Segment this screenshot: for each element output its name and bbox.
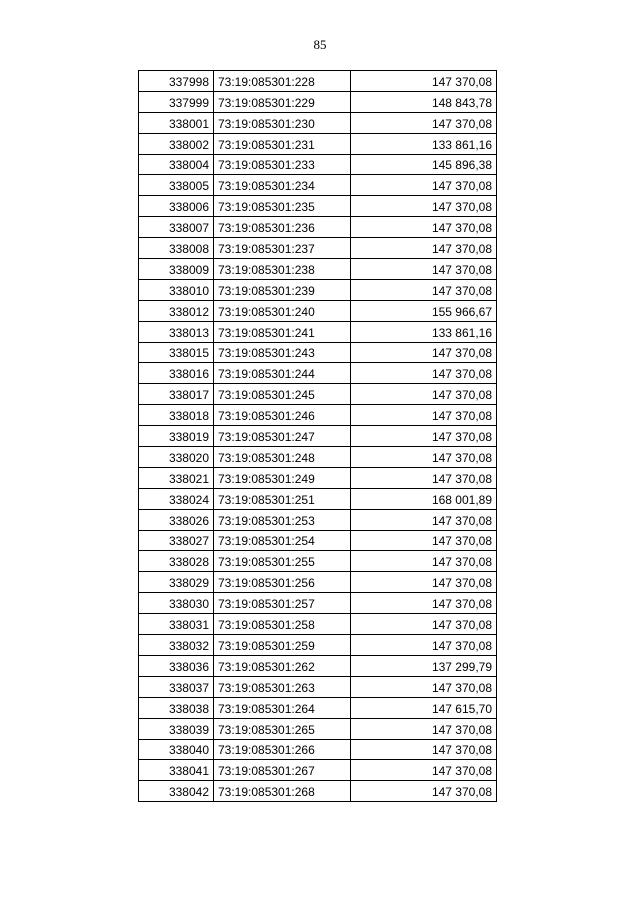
table-row bbox=[139, 760, 497, 781]
table-row bbox=[139, 405, 497, 426]
cadastral-number-cell: 73:19:085301:243 bbox=[214, 342, 351, 363]
cadastral-table bbox=[138, 70, 497, 802]
cadastral-number-cell: 73:19:085301:237 bbox=[214, 238, 351, 259]
cadastral-number-cell: 73:19:085301:251 bbox=[214, 488, 351, 509]
table-row bbox=[139, 321, 497, 342]
row-number-cell: 338029 bbox=[139, 572, 214, 593]
row-number-cell: 338015 bbox=[139, 342, 214, 363]
cadastral-number-cell: 73:19:085301:231 bbox=[214, 133, 351, 154]
table-row bbox=[139, 718, 497, 739]
row-number-cell: 338042 bbox=[139, 781, 214, 802]
table-row bbox=[139, 635, 497, 656]
cadastral-number-cell: 73:19:085301:248 bbox=[214, 447, 351, 468]
value-cell: 147 370,08 bbox=[351, 363, 497, 384]
cadastral-number-cell: 73:19:085301:259 bbox=[214, 635, 351, 656]
page-number: 85 bbox=[313, 37, 327, 52]
table-row bbox=[139, 488, 497, 509]
value-cell: 147 370,08 bbox=[351, 405, 497, 426]
value-cell: 147 370,08 bbox=[351, 509, 497, 530]
value-cell: 147 370,08 bbox=[351, 238, 497, 259]
value-cell: 155 966,67 bbox=[351, 300, 497, 321]
cadastral-number-cell: 73:19:085301:245 bbox=[214, 384, 351, 405]
cadastral-number-cell: 73:19:085301:235 bbox=[214, 196, 351, 217]
table-row bbox=[139, 238, 497, 259]
row-number-cell: 338017 bbox=[139, 384, 214, 405]
value-cell: 147 370,08 bbox=[351, 718, 497, 739]
row-number-cell: 338024 bbox=[139, 488, 214, 509]
table-row bbox=[139, 467, 497, 488]
cadastral-number-cell: 73:19:085301:263 bbox=[214, 676, 351, 697]
value-cell: 147 370,08 bbox=[351, 530, 497, 551]
table-body bbox=[139, 71, 497, 802]
row-number-cell: 338030 bbox=[139, 593, 214, 614]
value-cell: 147 370,08 bbox=[351, 739, 497, 760]
table-row bbox=[139, 112, 497, 133]
value-cell: 147 370,08 bbox=[351, 551, 497, 572]
cadastral-number-cell: 73:19:085301:266 bbox=[214, 739, 351, 760]
row-number-cell: 338039 bbox=[139, 718, 214, 739]
row-number-cell: 338008 bbox=[139, 238, 214, 259]
cadastral-number-cell: 73:19:085301:258 bbox=[214, 614, 351, 635]
table-row bbox=[139, 509, 497, 530]
table-row bbox=[139, 259, 497, 280]
cadastral-number-cell: 73:19:085301:256 bbox=[214, 572, 351, 593]
row-number-cell: 338005 bbox=[139, 175, 214, 196]
table-row bbox=[139, 300, 497, 321]
cadastral-number-cell: 73:19:085301:239 bbox=[214, 279, 351, 300]
table-row bbox=[139, 196, 497, 217]
row-number-cell: 338027 bbox=[139, 530, 214, 551]
table-row bbox=[139, 614, 497, 635]
cadastral-number-cell: 73:19:085301:253 bbox=[214, 509, 351, 530]
table-row bbox=[139, 655, 497, 676]
value-cell: 145 896,38 bbox=[351, 154, 497, 175]
row-number-cell: 338018 bbox=[139, 405, 214, 426]
table-row bbox=[139, 384, 497, 405]
cadastral-number-cell: 73:19:085301:229 bbox=[214, 91, 351, 112]
cadastral-number-cell: 73:19:085301:233 bbox=[214, 154, 351, 175]
row-number-cell: 338009 bbox=[139, 259, 214, 280]
value-cell: 147 370,08 bbox=[351, 217, 497, 238]
row-number-cell: 338010 bbox=[139, 279, 214, 300]
value-cell: 147 370,08 bbox=[351, 635, 497, 656]
cadastral-number-cell: 73:19:085301:236 bbox=[214, 217, 351, 238]
cadastral-number-cell: 73:19:085301:228 bbox=[214, 71, 351, 92]
row-number-cell: 338028 bbox=[139, 551, 214, 572]
table-row bbox=[139, 593, 497, 614]
table-row bbox=[139, 676, 497, 697]
value-cell: 147 370,08 bbox=[351, 676, 497, 697]
cadastral-number-cell: 73:19:085301:240 bbox=[214, 300, 351, 321]
cadastral-number-cell: 73:19:085301:257 bbox=[214, 593, 351, 614]
value-cell: 133 861,16 bbox=[351, 321, 497, 342]
value-cell: 147 370,08 bbox=[351, 614, 497, 635]
value-cell: 147 370,08 bbox=[351, 572, 497, 593]
cadastral-number-cell: 73:19:085301:268 bbox=[214, 781, 351, 802]
value-cell: 147 370,08 bbox=[351, 175, 497, 196]
row-number-cell: 338031 bbox=[139, 614, 214, 635]
row-number-cell: 338012 bbox=[139, 300, 214, 321]
row-number-cell: 338041 bbox=[139, 760, 214, 781]
row-number-cell: 337999 bbox=[139, 91, 214, 112]
row-number-cell: 338032 bbox=[139, 635, 214, 656]
value-cell: 147 615,70 bbox=[351, 697, 497, 718]
row-number-cell: 338004 bbox=[139, 154, 214, 175]
table-row bbox=[139, 551, 497, 572]
value-cell: 148 843,78 bbox=[351, 91, 497, 112]
cadastral-number-cell: 73:19:085301:249 bbox=[214, 467, 351, 488]
row-number-cell: 338037 bbox=[139, 676, 214, 697]
value-cell: 147 370,08 bbox=[351, 467, 497, 488]
value-cell: 147 370,08 bbox=[351, 760, 497, 781]
value-cell: 147 370,08 bbox=[351, 781, 497, 802]
value-cell: 147 370,08 bbox=[351, 384, 497, 405]
row-number-cell: 338007 bbox=[139, 217, 214, 238]
value-cell: 147 370,08 bbox=[351, 447, 497, 468]
value-cell: 147 370,08 bbox=[351, 112, 497, 133]
row-number-cell: 338002 bbox=[139, 133, 214, 154]
value-cell: 147 370,08 bbox=[351, 593, 497, 614]
cadastral-number-cell: 73:19:085301:238 bbox=[214, 259, 351, 280]
cadastral-number-cell: 73:19:085301:241 bbox=[214, 321, 351, 342]
table-row bbox=[139, 279, 497, 300]
row-number-cell: 338001 bbox=[139, 112, 214, 133]
row-number-cell: 338020 bbox=[139, 447, 214, 468]
table-row bbox=[139, 154, 497, 175]
cadastral-number-cell: 73:19:085301:255 bbox=[214, 551, 351, 572]
table-row bbox=[139, 71, 497, 92]
table-row bbox=[139, 447, 497, 468]
table-row bbox=[139, 91, 497, 112]
cadastral-number-cell: 73:19:085301:234 bbox=[214, 175, 351, 196]
value-cell: 147 370,08 bbox=[351, 259, 497, 280]
cadastral-number-cell: 73:19:085301:265 bbox=[214, 718, 351, 739]
cadastral-number-cell: 73:19:085301:254 bbox=[214, 530, 351, 551]
value-cell: 147 370,08 bbox=[351, 279, 497, 300]
row-number-cell: 338021 bbox=[139, 467, 214, 488]
cadastral-number-cell: 73:19:085301:246 bbox=[214, 405, 351, 426]
value-cell: 147 370,08 bbox=[351, 71, 497, 92]
table-row bbox=[139, 217, 497, 238]
cadastral-number-cell: 73:19:085301:244 bbox=[214, 363, 351, 384]
cadastral-number-cell: 73:19:085301:247 bbox=[214, 426, 351, 447]
row-number-cell: 338026 bbox=[139, 509, 214, 530]
row-number-cell: 337998 bbox=[139, 71, 214, 92]
value-cell: 168 001,89 bbox=[351, 488, 497, 509]
table-row bbox=[139, 342, 497, 363]
row-number-cell: 338036 bbox=[139, 655, 214, 676]
table-row bbox=[139, 175, 497, 196]
table-row bbox=[139, 697, 497, 718]
value-cell: 147 370,08 bbox=[351, 196, 497, 217]
cadastral-number-cell: 73:19:085301:267 bbox=[214, 760, 351, 781]
table-row bbox=[139, 781, 497, 802]
row-number-cell: 338038 bbox=[139, 697, 214, 718]
table-row bbox=[139, 133, 497, 154]
table-row bbox=[139, 426, 497, 447]
table-row bbox=[139, 572, 497, 593]
table-row bbox=[139, 530, 497, 551]
value-cell: 137 299,79 bbox=[351, 655, 497, 676]
row-number-cell: 338019 bbox=[139, 426, 214, 447]
table-row bbox=[139, 739, 497, 760]
row-number-cell: 338016 bbox=[139, 363, 214, 384]
row-number-cell: 338040 bbox=[139, 739, 214, 760]
value-cell: 147 370,08 bbox=[351, 342, 497, 363]
cadastral-number-cell: 73:19:085301:264 bbox=[214, 697, 351, 718]
value-cell: 133 861,16 bbox=[351, 133, 497, 154]
row-number-cell: 338013 bbox=[139, 321, 214, 342]
cadastral-number-cell: 73:19:085301:230 bbox=[214, 112, 351, 133]
table-row bbox=[139, 363, 497, 384]
row-number-cell: 338006 bbox=[139, 196, 214, 217]
value-cell: 147 370,08 bbox=[351, 426, 497, 447]
cadastral-number-cell: 73:19:085301:262 bbox=[214, 655, 351, 676]
